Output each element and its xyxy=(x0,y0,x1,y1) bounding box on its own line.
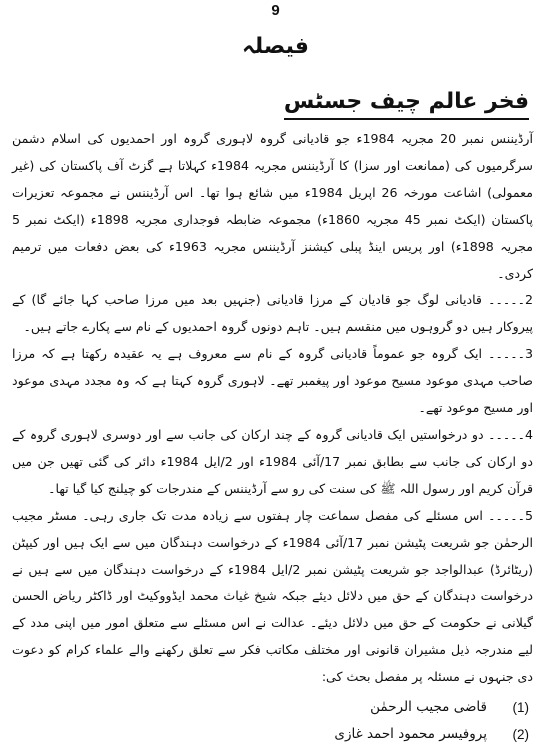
list-item xyxy=(334,694,529,721)
list-item-number: (1) xyxy=(512,700,529,715)
paragraph-5: 5۔۔۔۔۔ اس مسئلے کی مفصل سماعت چار ہفتوں سے زیادہ مدت تک جاری رہی۔ مسٹر مجیب الرحمٰن جو شریعت پٹیشن نمبر 17/آئی 1984ء کے درخواست دہندگان میں سے ایک ہیں اور کیپٹن (ریٹائرڈ) عبدالواجد جو شریعت پٹیشن نمبر 2/ایل 1984ء کے درخواست دہندگان میں سے ہیں نے درخواست دہندگان کے حق میں دلائل دیئے جبکہ شیخ غیاث محمد ایڈووکیٹ اور ڈاکٹر ریاض الحسن گیلانی نے حکومت کے حق میں دلائل دیئے۔ عدالت نے اس مسئلے سے متعلق امور میں اپنی مدد کے لیے مندرجہ ذیل مشیران قانونی اور مختلف مکاتب فکر سے تعلق رکھنے والے علماء کرام کو دعوت دی جنہوں نے مسئلہ پر مفصل بحث کی: xyxy=(12,507,533,685)
judgment-body xyxy=(12,126,533,691)
list-item xyxy=(334,721,529,748)
advisors-list xyxy=(334,694,529,748)
paragraph-4: 4۔۔۔۔۔ دو درخواستیں ایک قادیانی گروہ کے چند ارکان کی جانب سے اور دوسری لاہوری گروہ کے دو ارکان کی جانب سے بطابق نمبر 17/آئی 1984ء اور 2/ایل 1984ء دائر کی گئی تھیں جن میں قرآن کریم اور رسول اللہ ﷺ کی سنت کی رو سے آرڈیننس کے مندرجات کو چیلنج کیا گیا تھا۔ xyxy=(12,426,533,496)
list-item-number: (2) xyxy=(512,727,529,742)
list-item-name: قاضی مجیب الرحمٰن xyxy=(370,699,487,715)
paragraph-1: آرڈیننس نمبر 20 مجریہ 1984ء جو قادیانی گروہ لاہوری گروہ اور احمدیوں کی اسلام دشمن سرگرمیوں کی (ممانعت اور سزا) کا آرڈیننس مجریہ 1984ء کہلاتا ہے گزٹ آف پاکستان کی (غیر معمولی) اشاعت مورخہ 26 اپریل 1984ء میں شائع ہوا تھا۔ اس آرڈیننس نے مجموعہ تعزیرات پاکستان (ایکٹ نمبر 45 مجریہ 1860ء) مجموعہ ضابطہ فوجداری مجریہ 1898ء (ایکٹ نمبر 5 مجریہ 1898ء) اور پریس اینڈ پبلی کیشنز آرڈیننس مجریہ 1963ء کی بعض دفعات میں ترمیم کردی۔ xyxy=(12,131,533,281)
list-item-name: پروفیسر محمود احمد غازی xyxy=(334,726,487,742)
paragraph-3: 3۔۔۔۔۔ ایک گروہ جو عموماً قادیانی گروہ کے نام سے معروف ہے یہ عقیدہ رکھتا ہے کہ مرزا صاحب مہدی موعود مسیح موعود اور پیغمبر تھے۔ لاہوری گروہ کہتا ہے کہ وہ مجدد مہدی موعود اور مسیح موعود تھے۔ xyxy=(12,346,533,416)
author-heading: فخر عالم چیف جسٹس xyxy=(284,88,529,120)
page-number: 9 xyxy=(271,2,280,19)
paragraph-2: 2۔۔۔۔۔ قادیانی لوگ جو قادیان کے مرزا قادیانی (جنہیں بعد میں مرزا صاحب کہا جائے گا) کے پیروکار ہیں دو گروہوں میں منقسم ہیں۔ تاہم دونوں گروہ احمدیوں کے نام سے پکارے جاتے ہیں۔ xyxy=(12,292,533,335)
page-title: فیصلہ xyxy=(242,34,309,59)
